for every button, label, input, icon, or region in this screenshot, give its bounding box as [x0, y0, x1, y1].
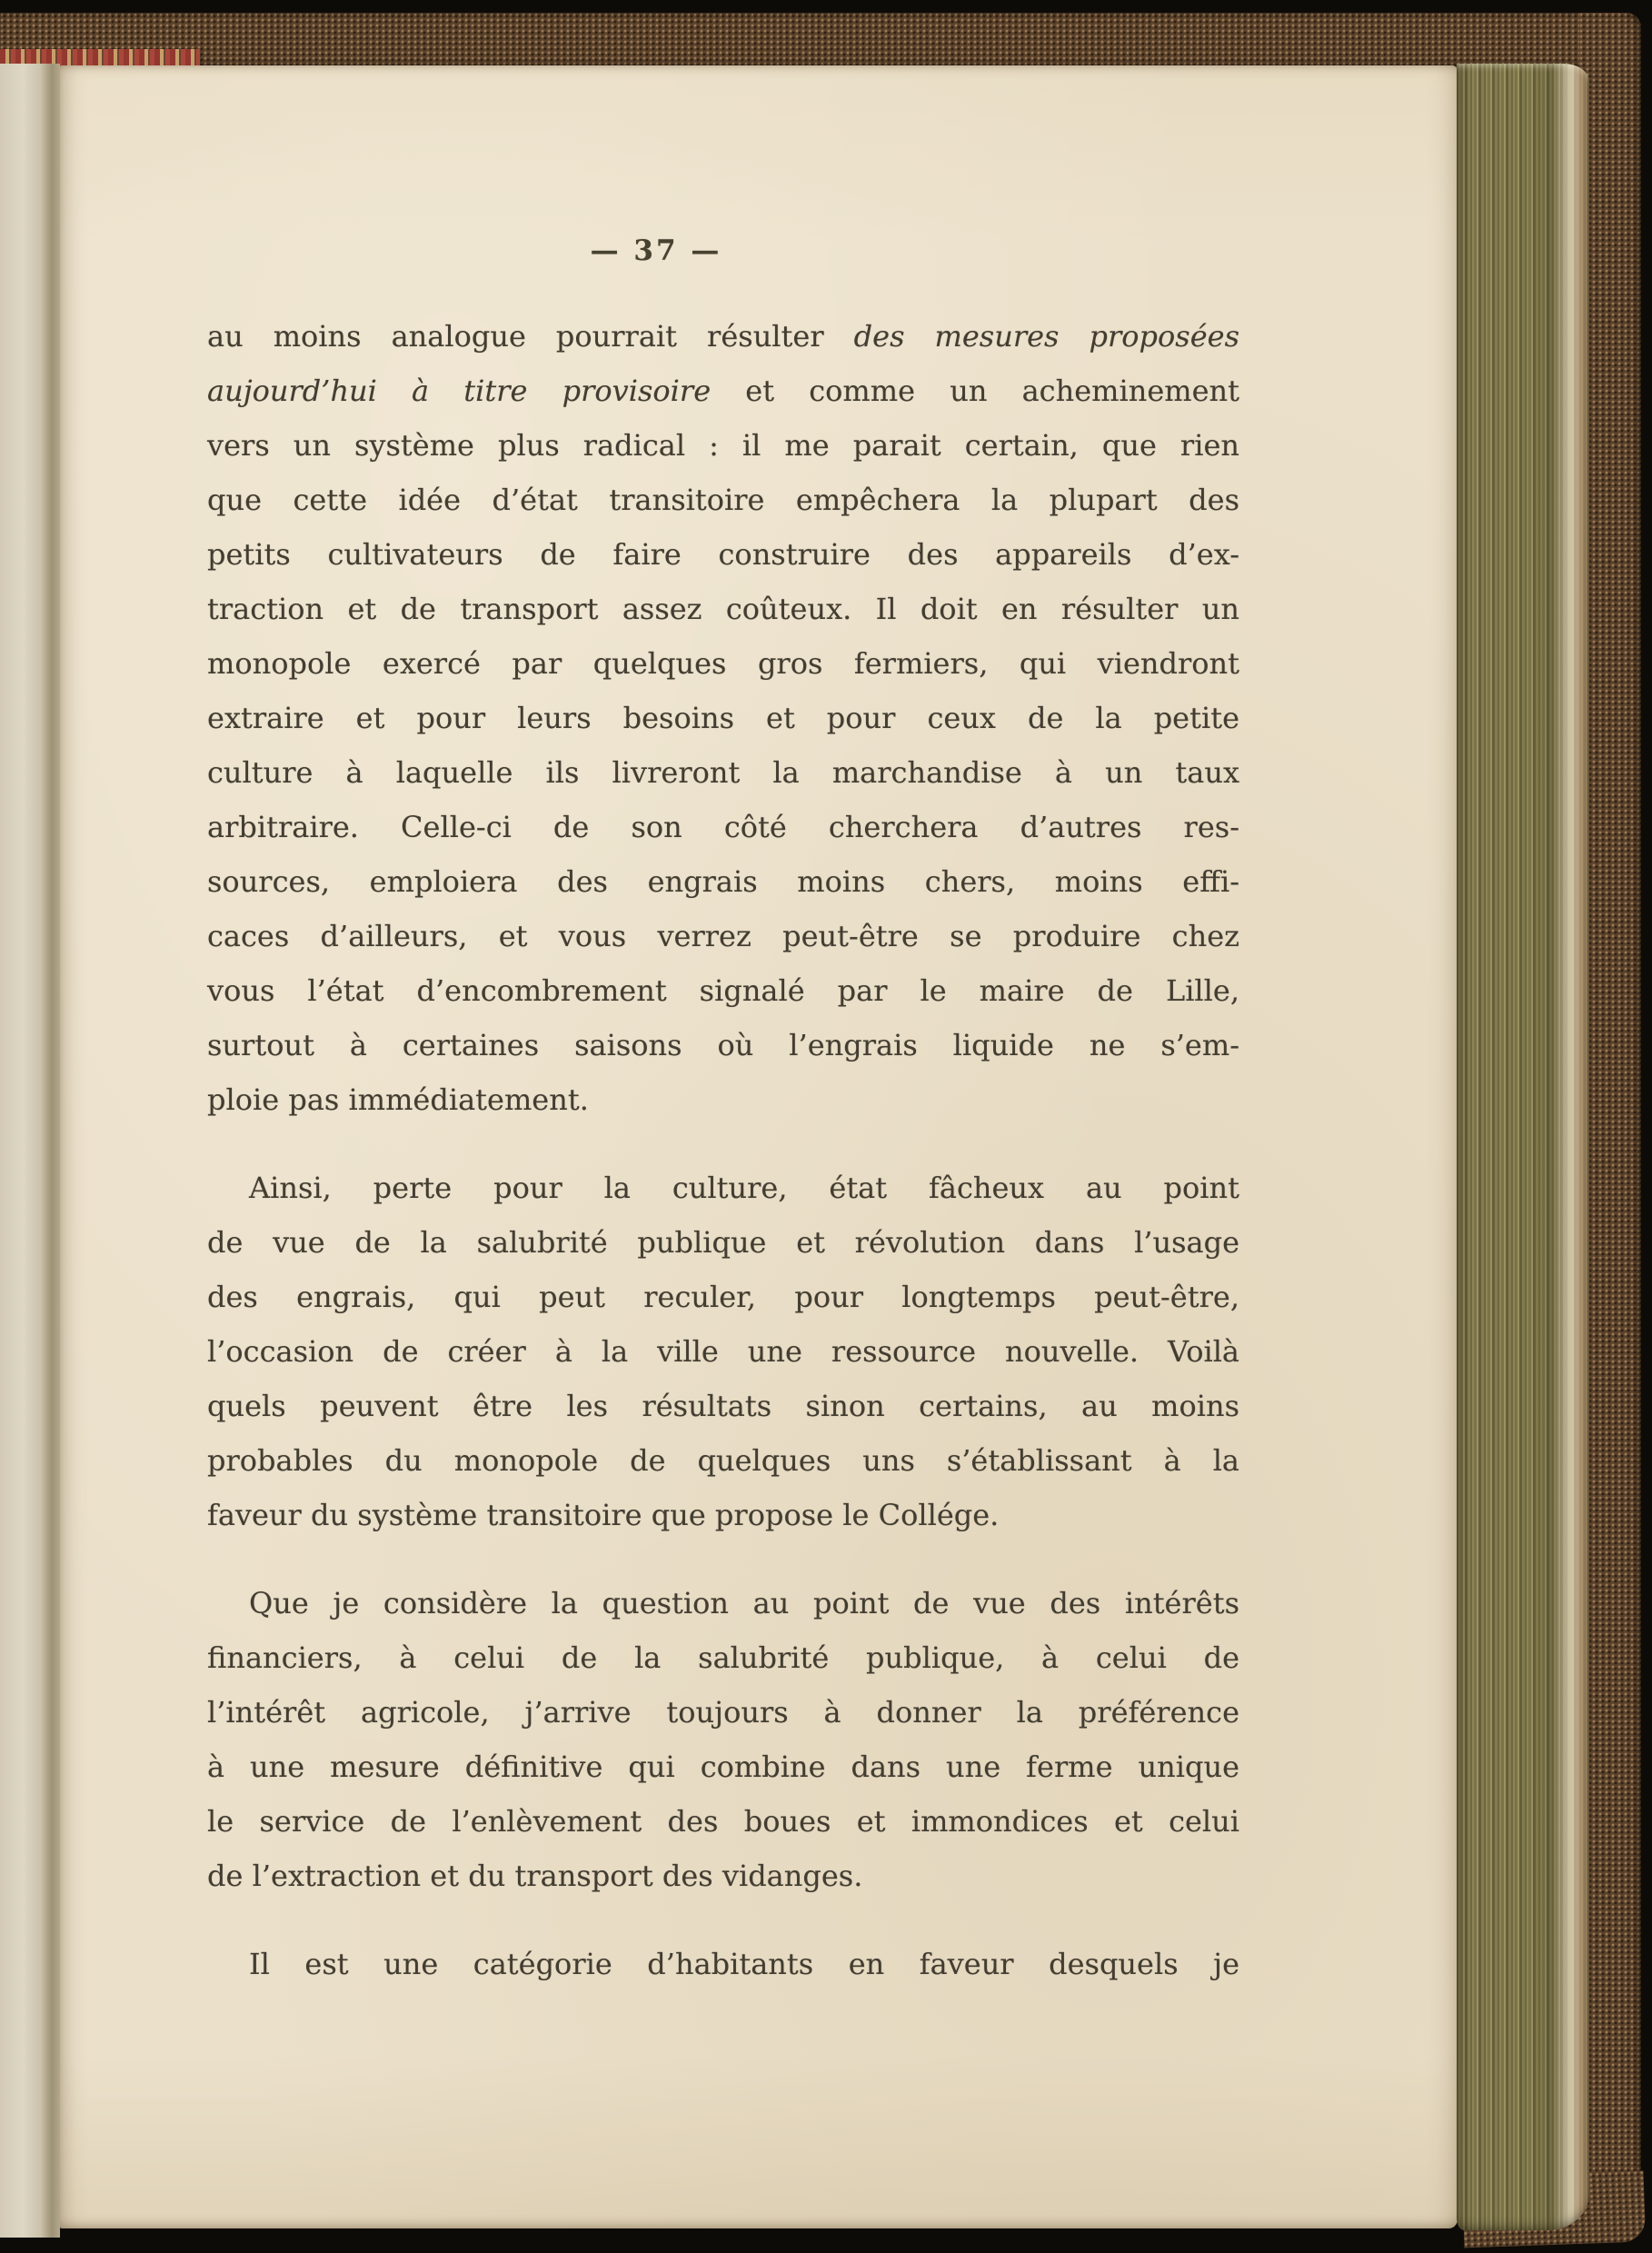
text-line: faveur du système transitoire que propose le Collége. [207, 1498, 1000, 1532]
text-line: financiers, à celui de la salubrité publique, à celui de [207, 1640, 1239, 1675]
text-line: l’occasion de créer à la ville une ressource nouvelle. Voilà [207, 1334, 1239, 1369]
underlying-page-edge [0, 64, 42, 2238]
text-line: petits cultivateurs de faire construire des appareils d’ex- [207, 537, 1239, 572]
text-line: de l’extraction et du transport des vidanges. [207, 1859, 863, 1893]
text-line: au moins analogue pourrait résulter des mesures proposées [207, 319, 1240, 354]
fore-edge-pages [1457, 64, 1589, 2230]
text-line: sources, emploiera des engrais moins chers, moins effi- [207, 864, 1239, 899]
gutter-shadow [42, 64, 60, 2238]
text-line: aujourd’hui à titre provisoire et comme un acheminement [207, 374, 1240, 408]
paragraph [207, 309, 1239, 1127]
paragraph [207, 1576, 1239, 1903]
text-line: culture à laquelle ils livreront la marchandise à un taux [207, 755, 1239, 790]
text-line: que cette idée d’état transitoire empêchera la plupart des [207, 483, 1239, 517]
text-line: le service de l’enlèvement des boues et immondices et celui [207, 1804, 1239, 1839]
text-line: à une mesure définitive qui combine dans une ferme unique [207, 1750, 1239, 1784]
text-line: de vue de la salubrité publique et révolution dans l’usage [207, 1225, 1239, 1260]
text-line: Que je considère la question au point de vue des intérêts [249, 1586, 1239, 1620]
text-block [207, 309, 1239, 1991]
text-line: surtout à certaines saisons où l’engrais liquide ne s’em- [207, 1028, 1239, 1062]
text-line: ploie pas immédiatement. [207, 1082, 589, 1117]
text-line: extraire et pour leurs besoins et pour ceux de la petite [207, 701, 1239, 735]
text-line: vous l’état d’encombrement signalé par le maire de Lille, [207, 973, 1239, 1008]
text-line: probables du monopole de quelques uns s’établissant à la [207, 1443, 1239, 1478]
text-line: Ainsi, perte pour la culture, état fâcheux au point [249, 1171, 1239, 1205]
page-number: — 37 — [590, 234, 722, 267]
book-cover-top-edge [0, 13, 1641, 67]
paragraph [207, 1161, 1239, 1542]
text-line: monopole exercé par quelques gros fermiers, qui viendront [207, 646, 1239, 681]
text-line: traction et de transport assez coûteux. Il doit en résulter un [207, 592, 1239, 626]
paragraph [207, 1937, 1239, 1991]
text-line: des engrais, qui peut reculer, pour longtemps peut-être, [207, 1280, 1239, 1314]
text-line: quels peuvent être les résultats sinon certains, au moins [207, 1389, 1239, 1423]
text-line: l’intérêt agricole, j’arrive toujours à donner la préférence [207, 1695, 1239, 1730]
book-page [60, 65, 1458, 2228]
text-line: vers un système plus radical : il me parait certain, que rien [207, 428, 1239, 463]
text-line: arbitraire. Celle-ci de son côté cherchera d’autres res- [207, 810, 1239, 844]
text-line: caces d’ailleurs, et vous verrez peut-être se produire chez [207, 919, 1239, 953]
text-line: Il est une catégorie d’habitants en faveur desquels je [249, 1947, 1239, 1981]
